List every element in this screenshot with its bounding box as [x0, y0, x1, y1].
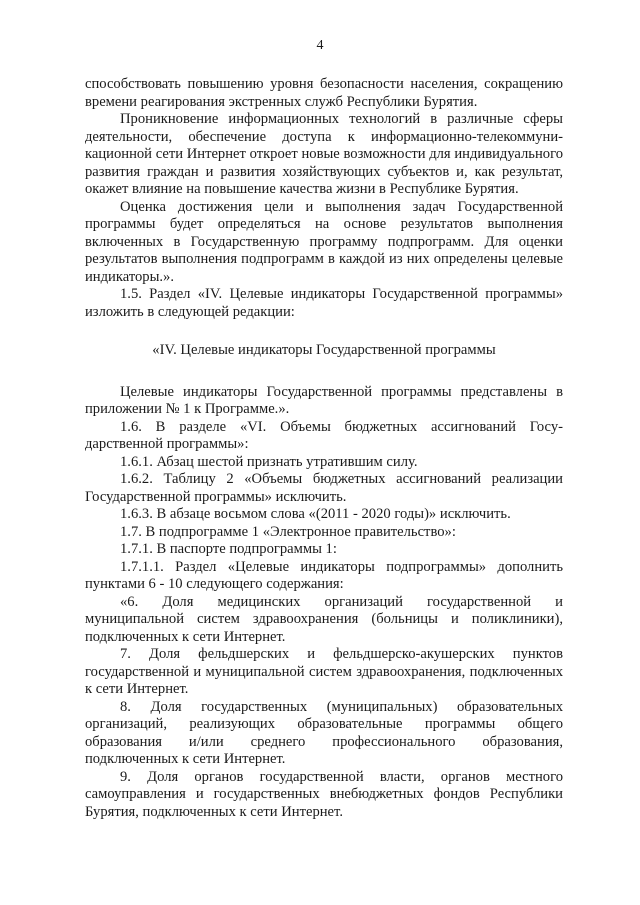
paragraph-item-1-5: 1.5. Раздел «IV. Целевые индикаторы Государственной программы» изложить в следующей редакции: [85, 286, 563, 320]
page-number: 4 [316, 38, 324, 53]
spacer [85, 321, 563, 342]
paragraph-point-7: 7. Доля фельдшерских и фельдшерско-акушерских пунктов государственной и муниципальной систем здравоохранения, подключенных к сети Интернет. [85, 646, 563, 697]
paragraph-item-1-7: 1.7. В подпрограмме 1 «Электронное правительство»: [120, 523, 456, 540]
paragraph-indicators-annex: Целевые индикаторы Государственной программы представлены в приложении № 1 к Программе.». [85, 383, 563, 417]
paragraph-assessment: Оценка достижения цели и выполнения задач Государственной программы будет определяться на основе результатов выполнения включенных в Государственную программу подпрограмм. Для оценки результатов выполнения подпрограмм в каждой из них определены целевые индикаторы.». [85, 198, 563, 285]
paragraph-item-1-6-1: 1.6.1. Абзац шестой признать утратившим силу. [120, 453, 418, 470]
paragraph-it-penetration: Проникновение информационных технологий в различные сферы деятельности, обеспечение доступа к информационно-телекоммуни-кационной сети Интернет откроет новые возможности для индивидуального развития граждан и развития хозяйствующих субъектов и, как результат, окажет влияние на повышение качества жизни в Республике Бурятия. [85, 111, 563, 197]
paragraph-item-1-7-1: 1.7.1. В паспорте подпрограммы 1: [120, 541, 337, 557]
document-body [85, 76, 563, 821]
section-heading: «IV. Целевые индикаторы Государственной программы [152, 342, 496, 358]
paragraph-item-1-6-3: 1.6.3. В абзаце восьмом слова «(2011 - 2020 годы)» исключить. [120, 506, 511, 522]
paragraph-item-1-6: 1.6. В разделе «VI. Объемы бюджетных ассигнований Госу-дарственной программы»: [85, 418, 563, 452]
paragraph-item-1-7-1-1: 1.7.1.1. Раздел «Целевые индикаторы подпрограммы» дополнить пунктами 6 - 10 следующего содержания: [85, 558, 563, 592]
paragraph-safety: способствовать повышению уровня безопасности населения, сокращению времени реагирования экстренных служб Республики Бурятия. [85, 76, 563, 110]
spacer [85, 360, 563, 384]
paragraph-point-8: 8. Доля государственных (муниципальных) образовательных организаций, реализующих образовательные программы общего образования и/или среднего профессионального образования, подключенных к сети Интернет. [85, 698, 563, 767]
paragraph-point-9: 9. Доля органов государственной власти, органов местного самоуправления и государственных внебюджетных фондов Республики Бурятия, подключенных к сети Интернет. [85, 768, 563, 820]
paragraph-point-6: «6. Доля медицинских организаций государственной и муниципальной систем здравоохранения (больницы и поликлиники), подключенных к сети Интернет. [85, 593, 563, 645]
paragraph-item-1-6-2: 1.6.2. Таблицу 2 «Объемы бюджетных ассигнований реализации Государственной программы» исключить. [85, 471, 563, 505]
